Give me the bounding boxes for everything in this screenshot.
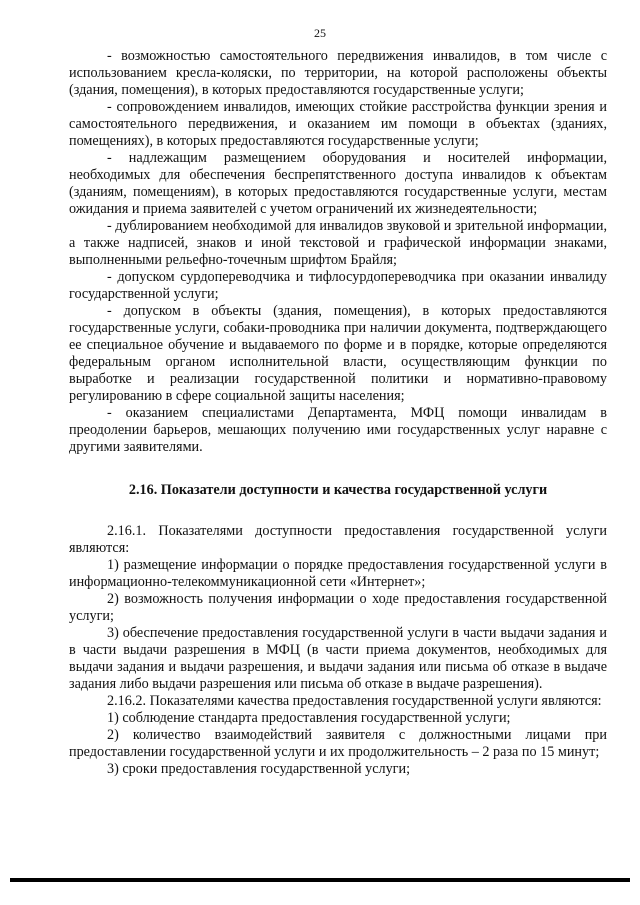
paragraph-a-2: - сопровождением инвалидов, имеющих стойкие расстройства функции зрения и самостоятельного передвижения, и оказанием им помощи в объектах (зданиях, помещениях), в которых предоставляются государственные услуги; [69,99,607,149]
paragraph-b-8: 3) сроки предоставления государственной услуги; [107,761,411,777]
paragraph-b-3: 2) возможность получения информации о ходе предоставления государственной услуги; [69,591,607,624]
paragraph-a-4: - дублированием необходимой для инвалидов звуковой и зрительной информации, а также надписей, знаков и иной текстовой и графической информации знаками, выполненными рельефно-точечным шрифтом Брайля; [69,218,607,268]
paragraph-b-5: 2.16.2. Показателями качества предоставления государственной услуги являются: [107,693,602,709]
paragraph-a-5: - допуском сурдопереводчика и тифлосурдопереводчика при оказании инвалиду государственной услуги; [69,269,607,302]
paragraph-b-1: 2.16.1. Показателями доступности предоставления государственной услуги являются: [69,523,607,556]
paragraph-a-6: - допуском в объекты (здания, помещения), в которых предоставляются государственные услуги, собаки-проводника при наличии документа, подтверждающего ее специальное обучение и выдаваемого по форме и в порядке, которые определяются федеральным органом исполнительной власти, осуществляющим функции по выработке и реализации государственной политики и нормативно-правовому регулированию в сфере социальной защиты населения; [69,303,607,404]
paragraph-a-7: - оказанием специалистами Департамента, МФЦ помощи инвалидам в преодолении барьеров, мешающих получению ими государственных услуг наравне с другими заявителями. [69,405,607,455]
paragraph-b-6: 1) соблюдение стандарта предоставления государственной услуги; [107,710,511,726]
paragraph-b-2: 1) размещение информации о порядке предоставления государственной услуги в информационно-телекоммуникационной сети «Интернет»; [69,557,607,590]
section-heading: 2.16. Показатели доступности и качества государственной услуги [128,482,548,498]
paragraph-a-1: - возможностью самостоятельного передвижения инвалидов, в том числе с использованием кресла-коляски, по территории, на которой расположены объекты (здания, помещения), в которых предоставляются государственные услуги; [69,48,607,98]
page-bottom-border [10,878,630,882]
paragraph-b-7: 2) количество взаимодействий заявителя с должностными лицами при предоставлении государственной услуги и их продолжительность – 2 раза по 15 минут; [69,727,607,760]
page-number: 25 [314,26,326,40]
paragraph-a-3: - надлежащим размещением оборудования и носителей информации, необходимых для обеспечения беспрепятственного доступа инвалидов к объектам (зданиям, помещениям), в которых предоставляются государственные услуги, местам ожидания и приема заявителей с учетом ограничений их жизнедеятельности; [69,150,607,217]
document-body [69,48,607,778]
paragraph-b-4: 3) обеспечение предоставления государственной услуги в части выдачи задания и в части выдачи разрешения в МФЦ (в части приема документов, необходимых для выдачи задания и выдачи разрешения, и выдачи задания или письма об отказе в выдаче задания либо выдачи разрешения или письма об отказе в выдаче разрешения). [69,625,607,692]
